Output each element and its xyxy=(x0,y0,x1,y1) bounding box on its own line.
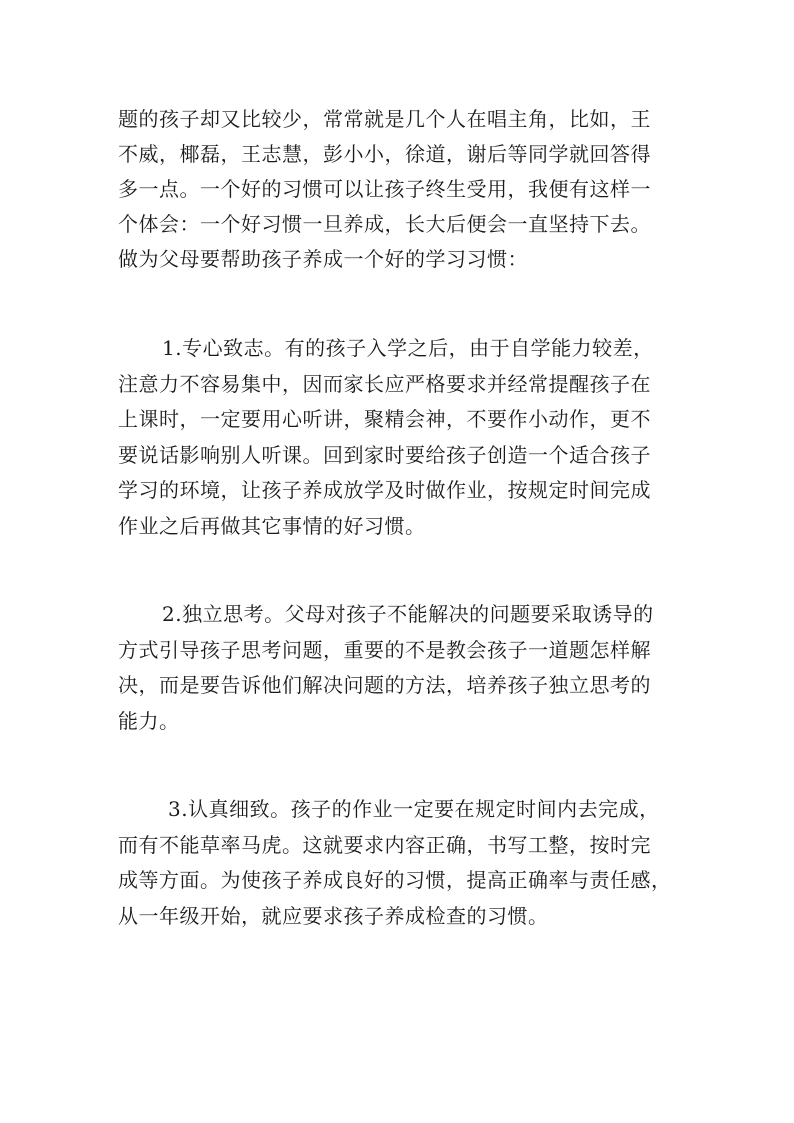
paragraph-3-line-3: 决，而是要告诉他们解决问题的方法，培养孩子独立思考的 xyxy=(118,673,651,697)
paragraph-4-line-2: 而有不能草率马虎。这就要求内容正确，书写工整，按时完 xyxy=(118,833,651,857)
paragraph-4-line-4: 从一年级开始，就应要求孩子养成检查的习惯。 xyxy=(118,904,549,928)
paragraph-1-line-1: 题的孩子却又比较少，常常就是几个人在唱主角，比如，王 xyxy=(118,107,651,131)
paragraph-2-line-1: 1.专心致志。有的孩子入学之后，由于自学能力较差， xyxy=(162,336,654,360)
paragraph-1-line-2: 不威，椰磊，王志慧，彭小小，徐道，谢后等同学就回答得 xyxy=(118,142,651,166)
paragraph-2-line-4: 要说话影响别人听课。回到家时要给孩子创造一个适合孩子 xyxy=(118,443,651,467)
paragraph-4-line-1: 3.认真细致。孩子的作业一定要在规定时间内去完成， xyxy=(168,797,660,821)
paragraph-2-line-6: 作业之后再做其它事情的好习惯。 xyxy=(118,514,426,538)
paragraph-2-line-2: 注意力不容易集中，因而家长应严格要求并经常提醒孩子在 xyxy=(118,372,651,396)
paragraph-3-line-2: 方式引导孩子思考问题，重要的不是教会孩子一道题怎样解 xyxy=(118,638,651,662)
paragraph-2-line-3: 上课时，一定要用心听讲，聚精会神，不要作小动作，更不 xyxy=(118,407,651,431)
paragraph-2-line-5: 学习的环境，让孩子养成放学及时做作业，按规定时间完成 xyxy=(118,478,651,502)
paragraph-1-line-3: 多一点。一个好的习惯可以让孩子终生受用，我便有这样一 xyxy=(118,177,651,201)
paragraph-1-line-4: 个体会：一个好习惯一旦养成，长大后便会一直坚持下去。 xyxy=(118,212,651,236)
paragraph-3-line-4: 能力。 xyxy=(118,709,180,733)
paragraph-4-line-3: 成等方面。为使孩子养成良好的习惯，提高正确率与责任感， xyxy=(118,868,672,892)
paragraph-3-line-1: 2.独立思考。父母对孩子不能解决的问题要采取诱导的 xyxy=(162,602,654,626)
paragraph-1-line-5: 做为父母要帮助孩子养成一个好的学习习惯： xyxy=(118,247,528,271)
